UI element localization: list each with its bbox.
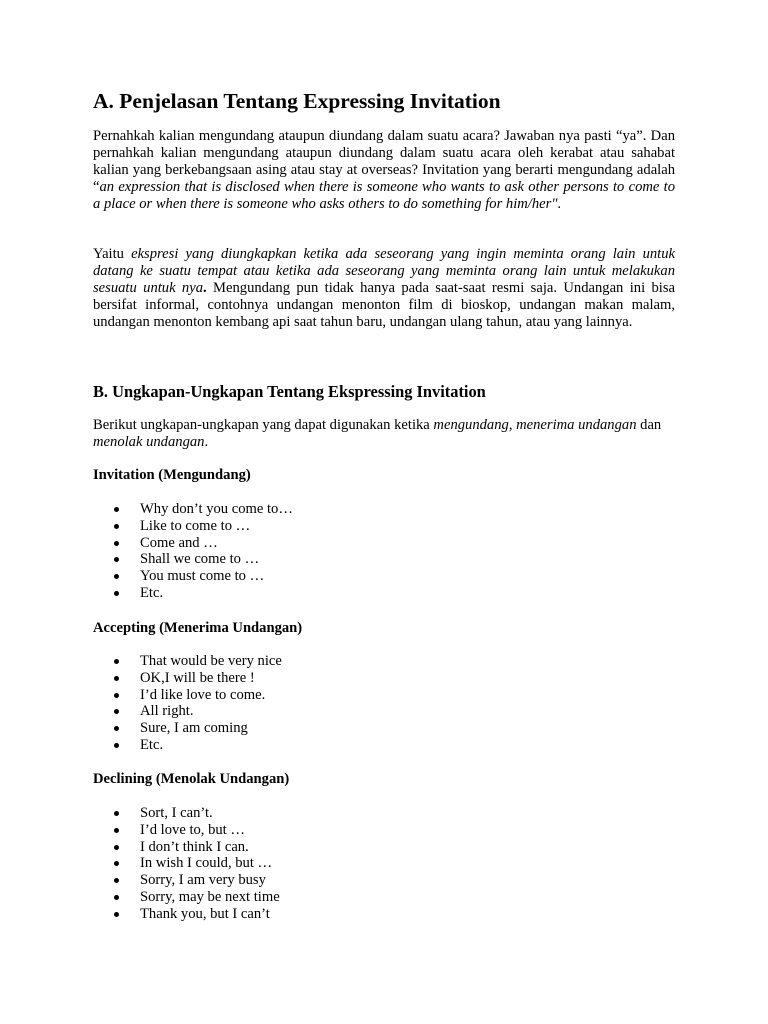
list-item-text: Sorry, may be next time bbox=[140, 888, 280, 905]
bullet-icon bbox=[114, 828, 119, 833]
invitation-heading: Invitation (Mengundang) bbox=[93, 467, 251, 483]
bullet-icon bbox=[114, 709, 119, 714]
list-item-text: OK,I will be there ! bbox=[140, 669, 255, 686]
list-item bbox=[93, 535, 293, 552]
paragraph-text: . bbox=[204, 434, 209, 450]
bullet-icon bbox=[114, 726, 119, 731]
list-item bbox=[93, 805, 280, 822]
list-item-text: I don’t think I can. bbox=[140, 838, 249, 855]
bullet-icon bbox=[114, 878, 119, 883]
bullet-icon bbox=[114, 895, 119, 900]
list-item bbox=[93, 687, 282, 704]
list-item-text: All right. bbox=[140, 703, 194, 720]
bullet-icon bbox=[114, 507, 119, 512]
bullet-icon bbox=[114, 574, 119, 579]
invitation-list bbox=[93, 501, 293, 602]
list-item bbox=[93, 703, 282, 720]
list-item-text: Sorry, I am very busy bbox=[140, 872, 266, 889]
list-item bbox=[93, 585, 293, 602]
list-item-text: Sure, I am coming bbox=[140, 720, 248, 737]
list-item-text: I’d love to, but … bbox=[140, 821, 245, 838]
bullet-icon bbox=[114, 524, 119, 529]
list-item-text: Etc. bbox=[140, 736, 164, 753]
bullet-icon bbox=[114, 676, 119, 681]
paragraph-explanation bbox=[93, 246, 675, 331]
list-item-text: Thank you, but I can’t bbox=[140, 905, 270, 922]
list-item-text: Sort, I can’t. bbox=[140, 805, 213, 821]
list-item bbox=[93, 839, 280, 856]
paragraph-intro bbox=[93, 417, 675, 451]
list-item bbox=[93, 568, 293, 585]
list-item-text: You must come to … bbox=[140, 568, 265, 585]
list-item bbox=[93, 737, 282, 754]
paragraph-text: Yaitu bbox=[93, 246, 132, 262]
paragraph-bold-text: . bbox=[203, 280, 207, 296]
declining-heading: Declining (Menolak Undangan) bbox=[93, 771, 290, 787]
bullet-icon bbox=[114, 811, 119, 816]
list-item bbox=[93, 889, 280, 906]
list-item-text: Come and … bbox=[140, 534, 218, 551]
accepting-list bbox=[93, 653, 282, 754]
bullet-icon bbox=[114, 591, 119, 596]
bullet-icon bbox=[114, 541, 119, 546]
paragraph-italic-text: ekspresi yang diungkapkan ketika ada seseorang yang ingin meminta orang lain untuk datang ke suatu tempat atau ketika ada seseorang yang meminta orang lain untuk melakukan sesuatu untuk nya bbox=[93, 246, 675, 296]
paragraph-italic-text: mengundang, menerima undangan bbox=[433, 417, 637, 433]
list-item bbox=[93, 518, 293, 535]
declining-list bbox=[93, 805, 280, 923]
list-item bbox=[93, 653, 282, 670]
list-item bbox=[93, 822, 280, 839]
section-b-title: B. Ungkapan-Ungkapan Tentang Ekspressing Invitation bbox=[93, 382, 486, 401]
paragraph-text: dan bbox=[636, 417, 662, 433]
bullet-icon bbox=[114, 912, 119, 917]
list-item bbox=[93, 501, 293, 518]
bullet-icon bbox=[114, 743, 119, 748]
list-item bbox=[93, 906, 280, 923]
bullet-icon bbox=[114, 557, 119, 562]
list-item bbox=[93, 551, 293, 568]
list-item-text: I’d like love to come. bbox=[140, 686, 266, 703]
list-item-text: In wish I could, but … bbox=[140, 855, 273, 872]
list-item bbox=[93, 720, 282, 737]
paragraph-text: Pernahkah kalian mengundang ataupun diundang dalam suatu acara? Jawaban nya pasti “ya”. Dan pernahkah kalian mengundang ataupun diundang dalam suatu acara oleh kerabat atau sahabat kalian yang berkebangsaan asing atau stay at overseas? Invitation yang berarti mengundang adalah “ bbox=[93, 128, 675, 195]
bullet-icon bbox=[114, 693, 119, 698]
list-item-text: Shall we come to … bbox=[140, 551, 260, 568]
paragraph-italic-text: an expression that is disclosed when there is someone who wants to ask other persons to come to a place or when there is someone who asks others to do something for him/her″ bbox=[93, 179, 675, 212]
bullet-icon bbox=[114, 659, 119, 664]
list-item bbox=[93, 670, 282, 687]
list-item-text: Why don’t you come to… bbox=[140, 501, 293, 517]
paragraph-text: Berikut ungkapan-ungkapan yang dapat digunakan ketika bbox=[93, 417, 434, 433]
paragraph-text: Mengundang pun tidak hanya pada saat-saat resmi saja. Undangan ini bisa bersifat informal, contohnya undangan menonton film di bioskop, undangan makan malam, undangan menonton kembang api saat tahun baru, undangan ulang tahun, atau yang lainnya. bbox=[93, 280, 675, 330]
list-item-text: Like to come to … bbox=[140, 517, 251, 534]
paragraph-italic-text: menolak undangan bbox=[93, 434, 205, 450]
accepting-heading: Accepting (Menerima Undangan) bbox=[93, 620, 303, 636]
list-item-text: That would be very nice bbox=[140, 653, 282, 669]
list-item bbox=[93, 872, 280, 889]
list-item bbox=[93, 855, 280, 872]
paragraph-definition bbox=[93, 128, 675, 213]
paragraph-text: . bbox=[557, 196, 562, 212]
list-item-text: Etc. bbox=[140, 584, 164, 601]
bullet-icon bbox=[114, 861, 119, 866]
section-a-title: A. Penjelasan Tentang Expressing Invitation bbox=[93, 89, 501, 113]
bullet-icon bbox=[114, 845, 119, 850]
